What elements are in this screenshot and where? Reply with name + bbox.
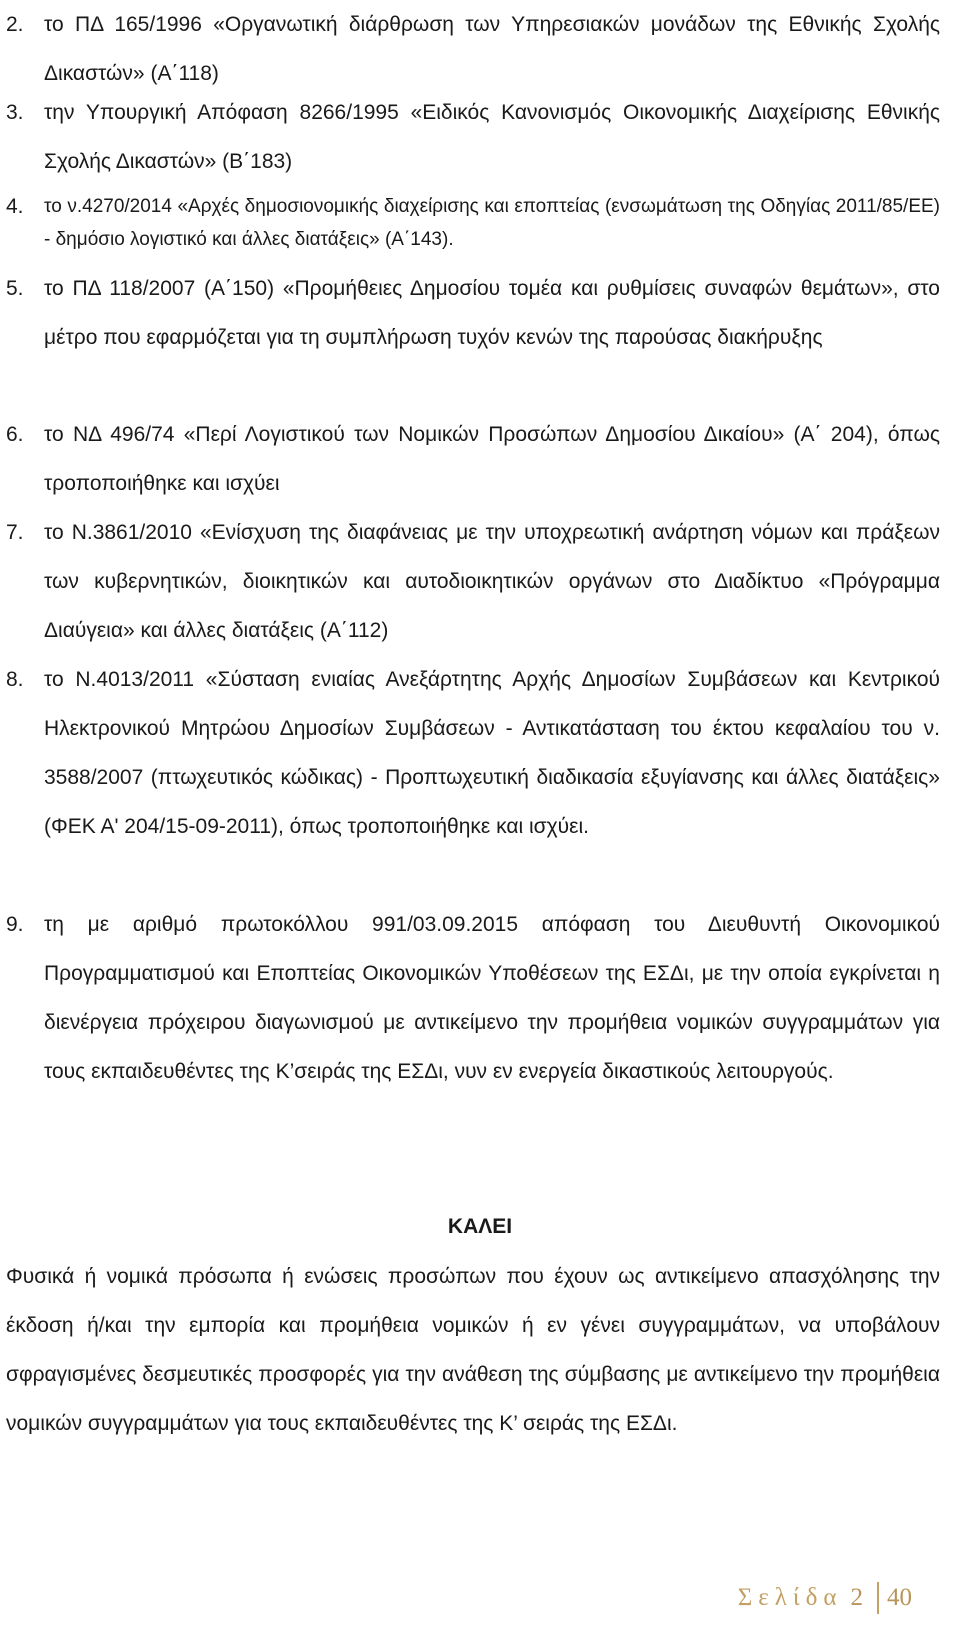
list-item-number: 6.	[6, 423, 24, 446]
total-pages-number: 40	[887, 1584, 912, 1611]
list-item-number: 8.	[6, 668, 24, 691]
list-item-text: το Ν.3861/2010 «Ενίσχυση της διαφάνειας με την υποχρεωτική ανάρτηση νόμων και πράξεων των κυβερνητικών, διοικητικών και αυτοδιοικητικών οργάνων στο Διαδίκτυο «Πρόγραμμα Διαύγεια» και άλλες διατάξεις (Α΄112)	[44, 521, 940, 642]
list-item	[0, 190, 940, 256]
list-item-text: το ΠΔ 165/1996 «Οργανωτική διάρθρωση των Υπηρεσιακών μονάδων της Εθνικής Σχολής Δικαστών» (Α΄118)	[44, 13, 940, 85]
list-item	[0, 264, 940, 362]
list-item	[0, 900, 940, 1096]
page-footer	[738, 1582, 912, 1614]
list-item-text: την Υπουργική Απόφαση 8266/1995 «Ειδικός Κανονισμός Οικονομικής Διαχείρισης Εθνικής Σχολής Δικαστών» (Β΄183)	[44, 101, 940, 173]
list-item-number: 4.	[6, 195, 24, 218]
page-label: Σελίδα	[737, 1584, 843, 1611]
list-item-text: το ν.4270/2014 «Αρχές δημοσιονομικής διαχείρισης και εποπτείας (ενσωμάτωση της Οδηγίας 2011/85/ΕΕ) - δημόσιο λογιστικό και άλλες διατάξεις» (Α΄143).	[44, 196, 940, 250]
list-item-number: 2.	[6, 13, 24, 36]
current-page-number: 2	[850, 1584, 863, 1611]
list-item-text: το ΝΔ 496/74 «Περί Λογιστικού των Νομικών Προσώπων Δημοσίου Δικαίου» (Α΄ 204), όπως τροποποιήθηκε και ισχύει	[44, 423, 940, 495]
list-item	[0, 655, 940, 851]
list-item-number: 7.	[6, 521, 24, 544]
list-item-number: 3.	[6, 101, 24, 124]
call-paragraph: Φυσικά ή νομικά πρόσωπα ή ενώσεις προσώπων που έχουν ως αντικείμενο απασχόλησης την έκδοση ή/και την εμπορία και προμήθεια νομικών ή εν γένει συγγραμμάτων, να υποβάλουν σφραγισμένες δεσμευτικές προσφορές για την ανάθεση της σύμβασης με αντικείμενο την προμήθεια νομικών συγγραμμάτων για τους εκπαιδευθέντες της Κ’ σειράς της ΕΣΔι.	[6, 1265, 940, 1435]
section-heading: ΚΑΛΕΙ	[447, 1215, 513, 1238]
list-item-number: 9.	[6, 913, 24, 936]
list-item	[0, 0, 940, 98]
list-item	[0, 410, 940, 508]
list-item-number: 5.	[6, 277, 24, 300]
list-item-text: τη με αριθμό πρωτοκόλλου 991/03.09.2015 απόφαση του Διευθυντή Οικονομικού Προγραμματισμού και Εποπτείας Οικονομικών Υποθέσεων της ΕΣΔι, με την οποία εγκρίνεται η διενέργεια πρόχειρου διαγωνισμού με αντικείμενο την προμήθεια νομικών συγγραμμάτων για τους εκπαιδευθέντες της Κ’σειράς της ΕΣΔι, νυν εν ενεργεία δικαστικούς λειτουργούς.	[44, 913, 940, 1083]
list-item-text: το Ν.4013/2011 «Σύσταση ενιαίας Ανεξάρτητης Αρχής Δημοσίων Συμβάσεων και Κεντρικού Ηλεκτρονικού Μητρώου Δημοσίων Συμβάσεων - Αντικατάσταση του έκτου κεφαλαίου του ν. 3588/2007 (πτωχευτικός κώδικας) - Προπτωχευτική διαδικασία εξυγίανσης και άλλες διατάξεις» (ΦΕΚ Α' 204/15-09-2011), όπως τροποποιήθηκε και ισχύει.	[44, 668, 940, 838]
list-item-text: το ΠΔ 118/2007 (Α΄150) «Προμήθειες Δημοσίου τομέα και ρυθμίσεις συναφών θεμάτων», στο μέτρο που εφαρμόζεται για τη συμπλήρωση τυχόν κενών της παρούσας διακήρυξης	[44, 277, 940, 349]
list-item	[0, 508, 940, 655]
page-number-divider	[877, 1582, 879, 1614]
list-item	[0, 88, 940, 186]
